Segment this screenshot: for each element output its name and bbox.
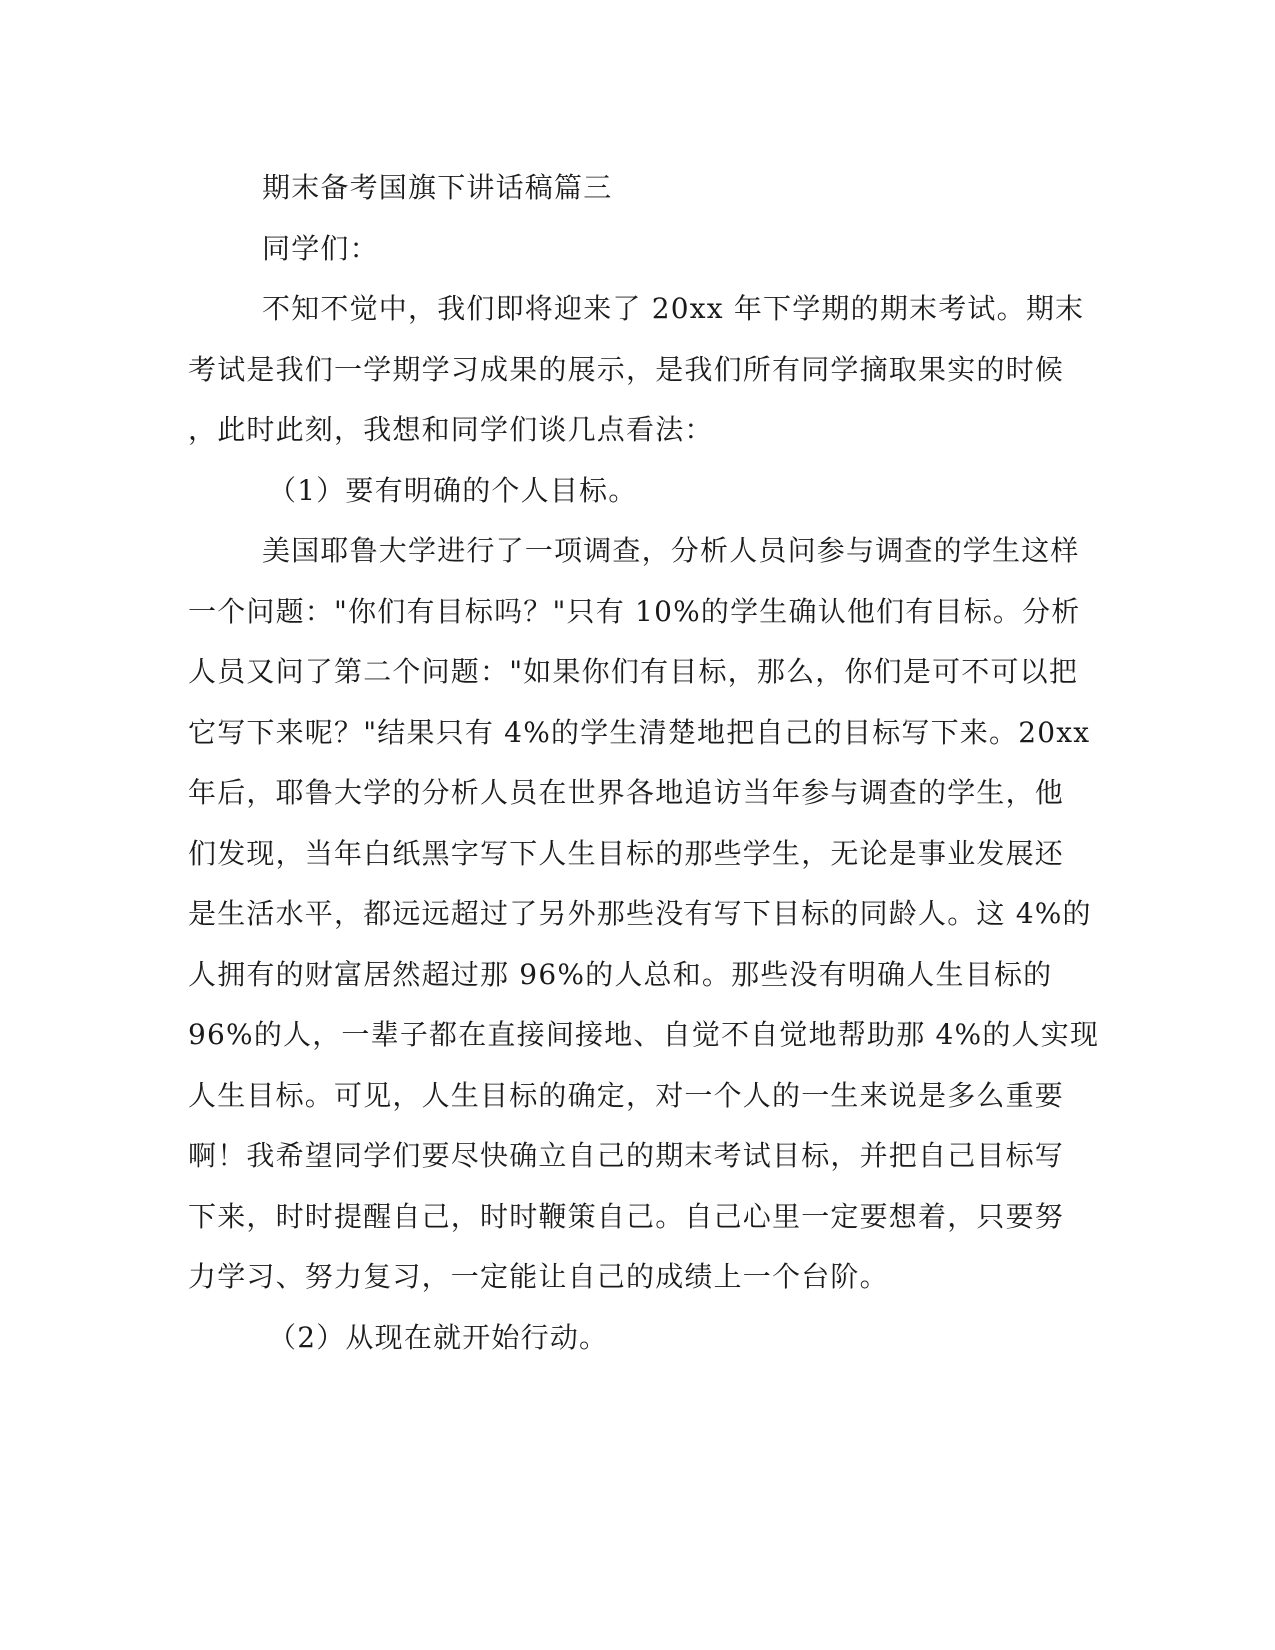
section-heading: （1）要有明确的个人目标。 bbox=[268, 473, 638, 507]
paragraph-line: 人员又问了第二个问题："如果你们有目标，那么，你们是可不可以把 bbox=[188, 655, 1079, 688]
paragraph-line: 力学习、努力复习，一定能让自己的成绩上一个台阶。 bbox=[188, 1260, 889, 1293]
paragraph-line: 一个问题："你们有目标吗？"只有 10%的学生确认他们有目标。分析 bbox=[188, 594, 1081, 628]
greeting: 同学们： bbox=[262, 231, 379, 265]
paragraph-line: 人拥有的财富居然超过那 96%的人总和。那些没有明确人生目标的 bbox=[188, 957, 1053, 991]
section-heading: （2）从现在就开始行动。 bbox=[268, 1320, 609, 1354]
paragraph-line: 96%的人，一辈子都在直接间接地、自觉不自觉地帮助那 4%的人实现 bbox=[188, 1018, 1100, 1051]
paragraph-line: 下来，时时提醒自己，时时鞭策自己。自己心里一定要想着，只要努 bbox=[188, 1199, 1065, 1233]
document-body bbox=[188, 158, 1100, 1368]
paragraph-line: 美国耶鲁大学进行了一项调查，分析人员问参与调查的学生这样 bbox=[262, 534, 1080, 567]
paragraph-line: 人生目标。可见，人生目标的确定，对一个人的一生来说是多么重要 bbox=[188, 1078, 1065, 1112]
paragraph-line: ，此时此刻，我想和同学们谈几点看法： bbox=[188, 413, 714, 446]
paragraph-line: 是生活水平，都远远超过了另外那些没有写下目标的同龄人。这 4%的 bbox=[188, 897, 1092, 930]
paragraph-line: 它写下来呢？"结果只有 4%的学生清楚地把自己的目标写下来。20xx bbox=[188, 715, 1091, 749]
paragraph-line: 啊！我希望同学们要尽快确立自己的期末考试目标，并把自己目标写 bbox=[188, 1139, 1065, 1172]
paragraph-line: 们发现，当年白纸黑字写下人生目标的那些学生，无论是事业发展还 bbox=[188, 836, 1065, 870]
paragraph-line: 不知不觉中，我们即将迎来了 20xx 年下学期的期末考试。期末 bbox=[262, 292, 1085, 325]
paragraph-line: 年后，耶鲁大学的分析人员在世界各地追访当年参与调查的学生，他 bbox=[188, 776, 1065, 809]
document-title: 期末备考国旗下讲话稿篇三 bbox=[262, 171, 613, 204]
paragraph-line: 考试是我们一学期学习成果的展示，是我们所有同学摘取果实的时候 bbox=[188, 352, 1065, 386]
